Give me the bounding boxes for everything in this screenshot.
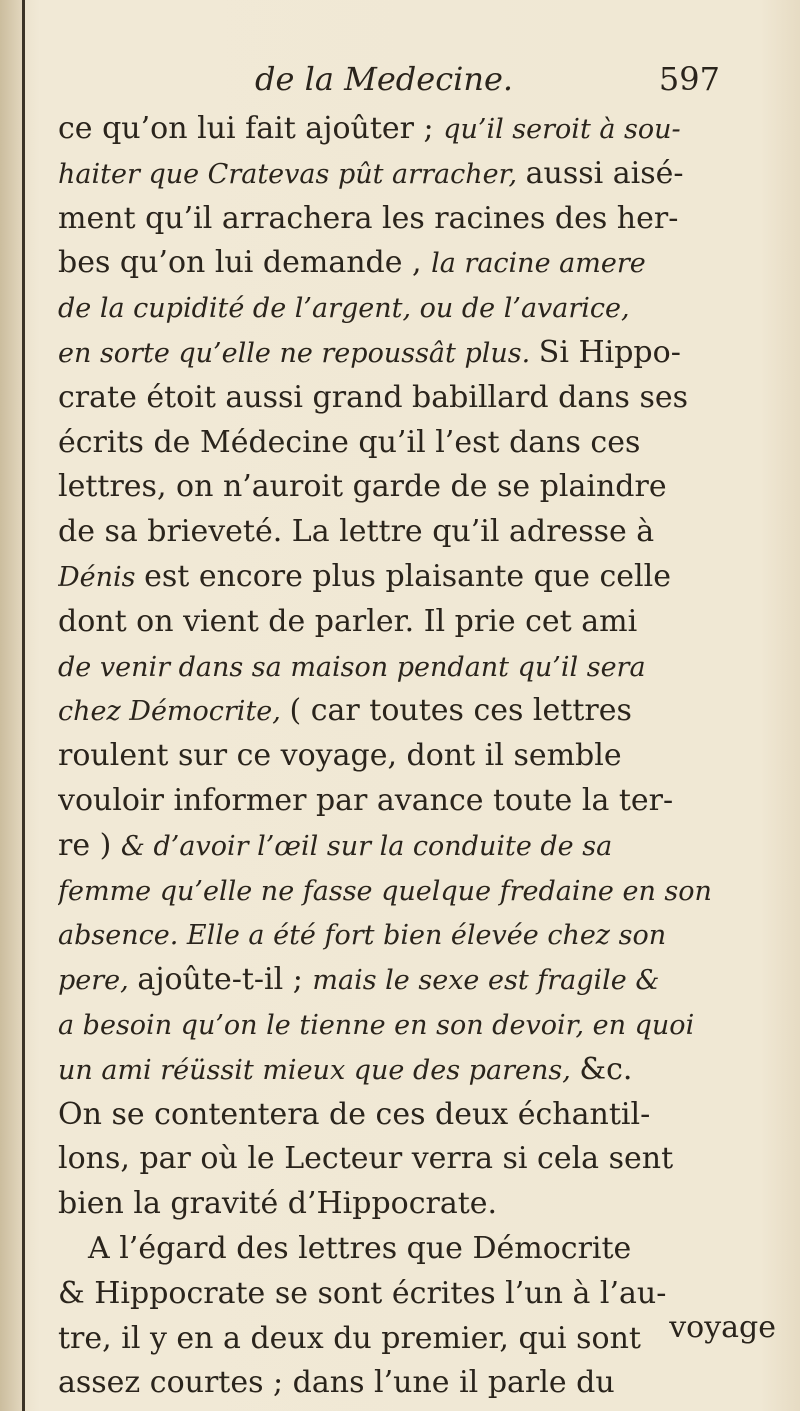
text-line: [58, 689, 758, 734]
text-line: [58, 1317, 758, 1362]
italic-text-segment: femme qu’elle ne fasse quelque fredaine en son: [58, 875, 712, 907]
text-segment: On se contentera de ces deux échantil-: [58, 1096, 651, 1132]
text-line: [58, 1137, 758, 1182]
text-segment: ce qu’on lui fait ajoûter ;: [58, 111, 444, 146]
text-line: [58, 1361, 758, 1406]
italic-text-segment: chez Démocrite,: [58, 696, 290, 728]
book-gutter: [0, 0, 22, 1411]
text-segment: aussi aisé-: [525, 155, 684, 191]
italic-text-segment: pere,: [58, 965, 138, 997]
text-segment: écrits de Médecine qu’il l’est dans ces: [58, 424, 641, 460]
text-segment: ( car toutes ces lettres: [289, 693, 632, 729]
text-segment: lons, par où le Lecteur verra si cela sent: [58, 1141, 674, 1177]
italic-text-segment: de venir dans sa maison pendant qu’il sera: [58, 651, 646, 683]
italic-text-segment: en sorte qu’elle ne repoussât plus.: [58, 337, 539, 369]
text-line: [58, 241, 758, 286]
text-line: [58, 1227, 758, 1272]
page-header: [60, 60, 740, 110]
text-line: [58, 645, 758, 690]
italic-text-segment: Dénis: [58, 561, 145, 593]
text-segment: assez courtes ; dans l’une il parle du: [58, 1365, 615, 1401]
italic-text-segment: la racine amere: [431, 248, 646, 280]
text-line: [58, 331, 758, 376]
text-segment: tre, il y en a deux du premier, qui sont: [58, 1320, 641, 1356]
italic-text-segment: & d’avoir l’œil sur la conduite de sa: [120, 830, 613, 862]
text-line: [58, 734, 758, 779]
text-segment: dont on vient de parler. Il prie cet ami: [58, 603, 638, 639]
italic-text-segment: absence. Elle a été fort bien élevée chez son: [58, 920, 667, 952]
text-line: [58, 958, 758, 1003]
body-text: [58, 107, 758, 1406]
text-segment: crate étoit aussi grand babillard dans ses: [58, 379, 688, 415]
text-line: [58, 376, 758, 421]
text-line: [58, 510, 758, 555]
text-line: [58, 197, 758, 242]
text-line: [58, 152, 758, 197]
text-line: [58, 1003, 758, 1048]
text-line: [58, 286, 758, 331]
text-segment: &c.: [579, 1051, 633, 1087]
text-segment: est encore plus plaisante que celle: [144, 558, 671, 594]
italic-text-segment: haiter que Cratevas pût arracher,: [58, 158, 526, 190]
text-segment: vouloir informer par avance toute la ter-: [58, 782, 674, 818]
text-line: [58, 1272, 758, 1317]
text-line: [58, 600, 758, 645]
text-segment: re ): [58, 827, 121, 863]
text-line: [58, 1182, 758, 1227]
text-segment: bes qu’on lui demande ,: [58, 245, 432, 281]
text-segment: bien la gravité d’Hippocrate.: [58, 1186, 498, 1222]
text-segment: & Hippocrate se sont écrites l’un à l’au-: [58, 1275, 667, 1311]
text-segment: lettres, on n’auroit garde de se plaindre: [58, 469, 667, 505]
text-line: [58, 421, 758, 466]
page-number: 597: [658, 60, 720, 98]
text-segment: ment qu’il arrachera les racines des her-: [58, 200, 679, 236]
italic-text-segment: qu’il seroit à sou-: [443, 114, 681, 145]
text-line: [58, 555, 758, 600]
text-segment: roulent sur ce voyage, dont il semble: [58, 738, 622, 774]
text-segment: A l’égard des lettres que Démocrite: [58, 1230, 632, 1266]
catchword: voyage: [669, 1310, 776, 1345]
text-line: [58, 824, 758, 869]
italic-text-segment: de la cupidité de l’argent, ou de l’avarice,: [58, 293, 630, 325]
text-line: [58, 869, 758, 914]
text-segment: Si Hippo-: [538, 334, 681, 370]
text-line: [58, 465, 758, 510]
italic-text-segment: un ami réüssit mieux que des parens,: [58, 1054, 580, 1086]
text-line: [58, 107, 758, 152]
gutter-line: [22, 0, 25, 1411]
text-line: [58, 779, 758, 824]
italic-text-segment: mais le sexe est fragile &: [312, 965, 660, 997]
text-segment: de sa brieveté. La lettre qu’il adresse à: [58, 514, 655, 550]
running-title: de la Medecine.: [255, 60, 514, 98]
text-line: [58, 1048, 758, 1093]
text-line: [58, 913, 758, 958]
text-segment: ajoûte-t-il ;: [137, 962, 313, 998]
italic-text-segment: a besoin qu’on le tienne en son devoir, en quoi: [58, 1009, 695, 1041]
text-line: [58, 1093, 758, 1138]
